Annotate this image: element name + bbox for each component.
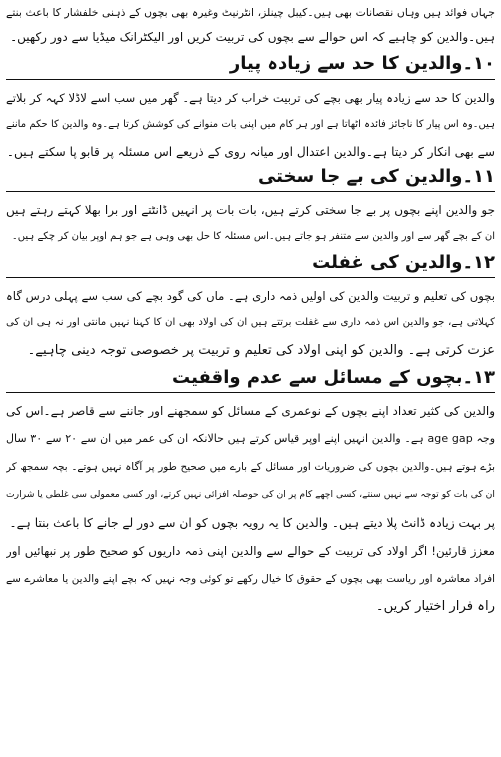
s13-line-1: والدین کی کثیر تعداد اپنے بچوں کے نوعمری کے مسائل کو سمجھنے اور جاننے سے قاصر ہے۔اس کی: [6, 404, 495, 418]
s12-line-1: بچوں کی تعلیم و تربیت والدین کی اولیں ذمہ داری ہے۔ ماں کی گود بچے کی سب سے پہلی درس گاہ: [6, 289, 495, 303]
heading-10-rule: [6, 79, 495, 80]
heading-13-rule: [6, 392, 495, 393]
heading-12-rule: [6, 277, 495, 278]
s10-line-2: ہیں۔وہ اس پیار کا ناجائز فائدہ اٹھاتا ہے اور ہر کام میں اپنی بات منوانے کی کوشش کرتا ہے۔وہ والدین کا حکم ماننے: [6, 119, 495, 130]
closing-line-2: افراد معاشرہ اور ریاست بھی بچوں کے حقوق کا خیال رکھے تو کوئی وجہ نہیں کہ بچے اپنے والدین یا معاشرے سے: [6, 573, 495, 585]
closing-line-1: معزز قارئین! اگر اولاد کی تربیت کے حوالے سے والدین اپنی ذمہ داریوں کو صحیح طور پر نبھائیں اور: [6, 544, 495, 558]
s10-line-3: سے بھی انکار کر دیتا ہے۔والدین اعتدال اور میانہ روی کے ذریعے اس مسئلہ پر قابو پا سکتے ہیں۔: [6, 145, 495, 159]
s13-line-5: پر بہت زیادہ ڈانٹ پلا دیتے ہیں۔ والدین کا یہ رویہ بچوں کو ان سے دور لے جانے کا باعث بنتا ہے۔: [9, 516, 495, 530]
heading-11-rule: [6, 191, 495, 192]
s12-line-2: کہلاتی ہے، جو والدین اس ذمہ داری سے غفلت برتتے ہیں ان کی اولاد بھی ان کا کہنا نہیں مانتی اور نہ ہی ان کی: [6, 317, 495, 328]
s13-line-3: بڑے ہوتے ہیں۔والدین بچوں کی ضروریات اور مسائل کے بارے میں صحیح طور پر آگاہ نہیں ہوتے۔ بچہ سمجھ کر: [6, 461, 495, 473]
closing-line-3: راہ فرار اختیار کریں۔: [375, 599, 495, 614]
heading-10: ۱۰۔والدین کا حد سے زیادہ پیار: [229, 53, 495, 74]
s11-line-1: جو والدین اپنے بچوں پر بے جا سختی کرتے ہیں، بات بات پر انہیں ڈانٹتے اور برا بھلا کہتے رہتے ہیں: [6, 203, 495, 217]
s11-line-2: ان کے بچے گھر سے اور والدین سے متنفر ہو جاتے ہیں۔اس مسئلہ کا حل بھی وہی ہے جو ہم اوپر بیان کر چکے ہیں۔: [11, 231, 495, 242]
heading-12: ۱۲۔والدین کی غفلت: [312, 252, 495, 273]
s13-line-2: وجہ age gap ہے۔ والدین انہیں اپنے اوپر قیاس کرتے ہیں حالانکہ ان کی عمر میں ان سے ۲۰ سے ۳۰ سال: [6, 432, 495, 445]
intro-line-1: جہاں فوائد ہیں وہاں نقصانات بھی ہیں۔کیبل چینلز، انٹرنیٹ وغیرہ بھی بچوں کے ذہنی خلفشار کا باعث بنتے: [6, 6, 495, 19]
s10-line-1: والدین کا حد سے زیادہ پیار بھی بچے کی تربیت خراب کر دیتا ہے۔ گھر میں سب اسے لاڈلا کہہ کر بلاتے: [6, 91, 495, 105]
heading-13: ۱۳۔بچوں کے مسائل سے عدم واقفیت: [172, 367, 495, 388]
intro-line-2: ہیں۔والدین کو چاہیے کہ اس حوالے سے بچوں کی تربیت کریں اور الیکٹرانک میڈیا سے دور رکھیں۔: [10, 30, 495, 44]
s13-line-4: ان کی بات کو توجہ سے نہیں سنتے، کسی اچھے کام پر ان کی حوصلہ افزائی نہیں کرتے، اور کسی معمولی سی غلطی یا شرارت: [6, 489, 495, 500]
s12-line-3: عزت کرتی ہے۔ والدین کو اپنی اولاد کی تعلیم و تربیت پر خصوصی توجہ دینی چاہیے۔: [27, 343, 495, 358]
heading-11: ۱۱۔والدین کی بے جا سختی: [257, 166, 495, 187]
